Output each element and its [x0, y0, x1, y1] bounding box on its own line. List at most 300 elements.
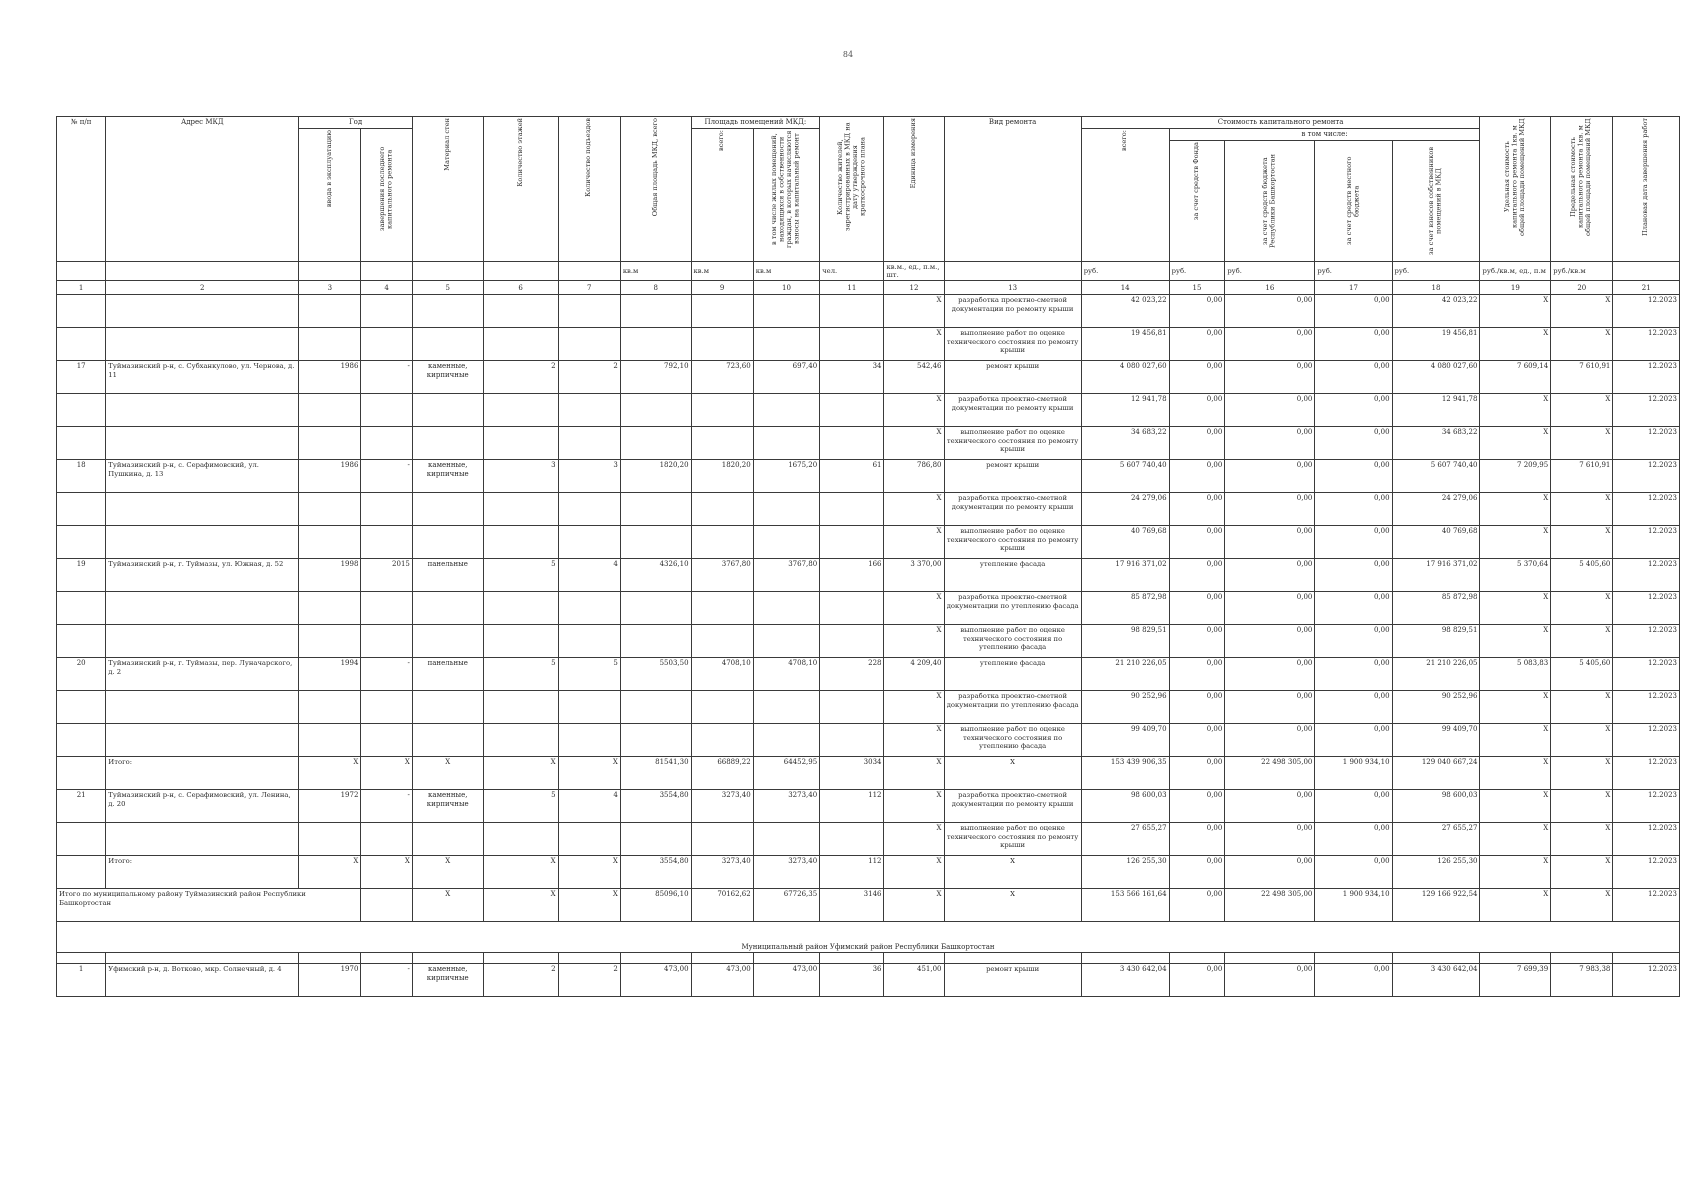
cell-work: разработка проектно-сметной документации по утеплению фасада — [944, 691, 1081, 724]
column-number-cell: 7 — [558, 281, 620, 295]
cell-en: 4 — [558, 559, 620, 592]
cell-pt — [691, 724, 753, 757]
cell-en: 2 — [558, 361, 620, 394]
cell-c14: 85 872,98 — [1081, 592, 1169, 625]
cell-pt — [691, 823, 753, 856]
cell-c14: 42 023,22 — [1081, 295, 1169, 328]
cell-work: X — [944, 889, 1081, 922]
cell-y1: 1986 — [299, 361, 361, 394]
cell-pr: 3273,40 — [753, 856, 819, 889]
cell-c20: X — [1551, 790, 1613, 823]
cell-c21: 12.2023 — [1613, 493, 1680, 526]
cell-y2 — [361, 823, 412, 856]
cell-fl: 5 — [483, 790, 558, 823]
cell-pr — [753, 427, 819, 460]
cell-c20: X — [1551, 592, 1613, 625]
cell-res — [820, 295, 884, 328]
cell-fl — [483, 625, 558, 658]
cell-c19: X — [1480, 328, 1551, 361]
column-number-cell: 8 — [620, 281, 691, 295]
cell-vol: 451,00 — [884, 964, 944, 997]
unit-cell: руб./кв.м — [1551, 261, 1613, 281]
cell-c20: X — [1551, 757, 1613, 790]
cell-res — [820, 823, 884, 856]
cell-en — [558, 526, 620, 559]
cell-y2 — [361, 295, 412, 328]
cell-res — [820, 394, 884, 427]
cell-c16: 0,00 — [1225, 724, 1315, 757]
unit-cell: кв.м — [691, 261, 753, 281]
cell-vol: X — [884, 427, 944, 460]
cell-work: выполнение работ по оценке технического состояния по утеплению фасада — [944, 625, 1081, 658]
cell-c20: 7 610,91 — [1551, 460, 1613, 493]
cell-c16: 0,00 — [1225, 361, 1315, 394]
header-residents: Количество жителей, зарегистрированных в МКД на дату утверждения краткосрочного плана — [820, 117, 884, 262]
cell-res — [820, 328, 884, 361]
cell-c16: 0,00 — [1225, 964, 1315, 997]
cell-c20: X — [1551, 493, 1613, 526]
cell-pt: 4708,10 — [691, 658, 753, 691]
cell-en: X — [558, 757, 620, 790]
cell-num — [57, 427, 106, 460]
cell-c14: 12 941,78 — [1081, 394, 1169, 427]
unit-cell: чел. — [820, 261, 884, 281]
cell-vol: X — [884, 295, 944, 328]
table-row — [57, 460, 1680, 493]
cell-c17: 0,00 — [1315, 427, 1392, 460]
cell-pt — [691, 295, 753, 328]
cell-c20: 7 983,38 — [1551, 964, 1613, 997]
cell-c16: 0,00 — [1225, 493, 1315, 526]
cell-num: 17 — [57, 361, 106, 394]
cell-c15: 0,00 — [1169, 658, 1225, 691]
cell-fl — [483, 328, 558, 361]
cell-addr: Туймазинский р-н, с. Субханкулово, ул. Чернова, д. 11 — [106, 361, 299, 394]
cell-c16: 0,00 — [1225, 856, 1315, 889]
cell-c18: 98 600,03 — [1392, 790, 1480, 823]
cell-c19: X — [1480, 295, 1551, 328]
cell-c15: 0,00 — [1169, 592, 1225, 625]
cell-y1 — [299, 691, 361, 724]
cell-work: выполнение работ по оценке технического состояния по утеплению фасада — [944, 724, 1081, 757]
cell-c14: 40 769,68 — [1081, 526, 1169, 559]
cell-y1 — [299, 394, 361, 427]
cell-y1 — [299, 526, 361, 559]
cell-c18: 90 252,96 — [1392, 691, 1480, 724]
cell-pr — [753, 625, 819, 658]
cell-num — [57, 526, 106, 559]
cell-ta — [620, 526, 691, 559]
cell-addr: Туймазинский р-н, г. Туймазы, пер. Луначарского, д. 2 — [106, 658, 299, 691]
cell-en — [558, 427, 620, 460]
cell-addr — [106, 493, 299, 526]
cell-c15: 0,00 — [1169, 361, 1225, 394]
cell-c16: 0,00 — [1225, 460, 1315, 493]
cell-c15: 0,00 — [1169, 964, 1225, 997]
header-entrances: Количество подъездов — [558, 117, 620, 262]
cell-fl — [483, 394, 558, 427]
cell-y2 — [361, 724, 412, 757]
cell-c14: 34 683,22 — [1081, 427, 1169, 460]
cell-pt: 3767,80 — [691, 559, 753, 592]
cell-c19: X — [1480, 757, 1551, 790]
cell-c17: 0,00 — [1315, 790, 1392, 823]
cell-num: 19 — [57, 559, 106, 592]
cell-c16: 0,00 — [1225, 625, 1315, 658]
cell-wall — [412, 328, 483, 361]
unit-cell: руб. — [1081, 261, 1169, 281]
cell-c19: 5 083,83 — [1480, 658, 1551, 691]
cell-num — [57, 328, 106, 361]
cell-num — [57, 625, 106, 658]
cell-vol: 786,80 — [884, 460, 944, 493]
cell-wall: каменные, кирпичные — [412, 964, 483, 997]
cell-c18: 19 456,81 — [1392, 328, 1480, 361]
cell-fl — [483, 724, 558, 757]
cell-wall: X — [412, 889, 483, 922]
cell-vol: 542,46 — [884, 361, 944, 394]
cell-c19: 5 370,64 — [1480, 559, 1551, 592]
cell-y1 — [299, 625, 361, 658]
cell-c21: 12.2023 — [1613, 427, 1680, 460]
cell-c18: 40 769,68 — [1392, 526, 1480, 559]
cell-num — [57, 724, 106, 757]
cell-res: 36 — [820, 964, 884, 997]
cell-pr — [753, 724, 819, 757]
cell-c18: 34 683,22 — [1392, 427, 1480, 460]
cell-y1: 1994 — [299, 658, 361, 691]
cell-en: 4 — [558, 790, 620, 823]
cell-work: разработка проектно-сметной документации по утеплению фасада — [944, 592, 1081, 625]
cell-wall: панельные — [412, 658, 483, 691]
header-address: Адрес МКД — [106, 117, 299, 262]
cell-num — [57, 757, 106, 790]
cell-c18: 42 023,22 — [1392, 295, 1480, 328]
cell-wall: X — [412, 856, 483, 889]
table-row — [57, 790, 1680, 823]
cell-pt — [691, 592, 753, 625]
cell-fl — [483, 592, 558, 625]
cell-c20: X — [1551, 823, 1613, 856]
cell-res: 3146 — [820, 889, 884, 922]
cell-fl: 2 — [483, 964, 558, 997]
cell-en — [558, 625, 620, 658]
cell-c19: X — [1480, 493, 1551, 526]
cell-y1: 1970 — [299, 964, 361, 997]
cell-wall — [412, 823, 483, 856]
cell-y2 — [361, 691, 412, 724]
table-row — [57, 658, 1680, 691]
cell-c15: 0,00 — [1169, 328, 1225, 361]
section-title-row — [57, 922, 1680, 953]
cell-fl: 5 — [483, 658, 558, 691]
cell-y2 — [361, 592, 412, 625]
cell-y2: 2015 — [361, 559, 412, 592]
cell-fl — [483, 823, 558, 856]
repair-plan-table — [56, 116, 1680, 997]
cell-addr: Туймазинский р-н, г. Туймазы, ул. Южная, д. 52 — [106, 559, 299, 592]
cell-c17: 0,00 — [1315, 592, 1392, 625]
cell-c17: 0,00 — [1315, 658, 1392, 691]
cell-y2 — [361, 328, 412, 361]
cell-pr — [753, 691, 819, 724]
cell-addr: Итого: — [106, 757, 299, 790]
column-number-cell: 14 — [1081, 281, 1169, 295]
cell-c18: 12 941,78 — [1392, 394, 1480, 427]
cell-c14: 98 829,51 — [1081, 625, 1169, 658]
cell-c17: 1 900 934,10 — [1315, 889, 1392, 922]
cell-c14: 27 655,27 — [1081, 823, 1169, 856]
cell-pr: 64452,95 — [753, 757, 819, 790]
cell-y2: - — [361, 658, 412, 691]
cell-c21: 12.2023 — [1613, 625, 1680, 658]
cell-c20: 7 610,91 — [1551, 361, 1613, 394]
cell-c21: 12.2023 — [1613, 889, 1680, 922]
cell-num — [57, 592, 106, 625]
column-number-cell: 19 — [1480, 281, 1551, 295]
column-number-cell: 18 — [1392, 281, 1480, 295]
municipal-total-label: Итого по муниципальному району Туймазинский район Республики Башкортостан — [57, 889, 361, 922]
table-row — [57, 691, 1680, 724]
cell-fl: X — [483, 757, 558, 790]
cell-y2: - — [361, 964, 412, 997]
cell-c16: 0,00 — [1225, 592, 1315, 625]
cell-fl — [483, 691, 558, 724]
section-title: Муниципальный район Уфимский район Республики Башкортостан — [57, 922, 1680, 953]
cell-pr: 4708,10 — [753, 658, 819, 691]
cell-pt — [691, 691, 753, 724]
cell-work: ремонт крыши — [944, 361, 1081, 394]
column-number-cell: 1 — [57, 281, 106, 295]
cell-pt: 3273,40 — [691, 790, 753, 823]
cell-c14: 126 255,30 — [1081, 856, 1169, 889]
cell-y1: X — [299, 757, 361, 790]
header-year-last-repair: завершения последнего капитального ремонта — [361, 128, 412, 261]
table-row — [57, 427, 1680, 460]
cell-c15: 0,00 — [1169, 526, 1225, 559]
cell-vol: X — [884, 757, 944, 790]
cell-c14: 17 916 371,02 — [1081, 559, 1169, 592]
cell-fl — [483, 526, 558, 559]
cell-wall: каменные, кирпичные — [412, 790, 483, 823]
cell-work: выполнение работ по оценке технического состояния по ремонту крыши — [944, 823, 1081, 856]
cell-addr — [106, 592, 299, 625]
table-row — [57, 592, 1680, 625]
cell-c15: 0,00 — [1169, 823, 1225, 856]
cell-c18: 85 872,98 — [1392, 592, 1480, 625]
cell-vol: 4 209,40 — [884, 658, 944, 691]
unit-cell: руб. — [1225, 261, 1315, 281]
cell-work: утепление фасада — [944, 559, 1081, 592]
header-cost-group: Стоимость капитального ремонта — [1081, 117, 1480, 129]
header-total-area: Общая площадь МКД, всего — [620, 117, 691, 262]
cell-c15: 0,00 — [1169, 559, 1225, 592]
header-floors: Количество этажей — [483, 117, 558, 262]
table-row — [57, 964, 1680, 997]
cell-c21: 12.2023 — [1613, 592, 1680, 625]
cell-res: 228 — [820, 658, 884, 691]
cell-c16: 0,00 — [1225, 328, 1315, 361]
cell-addr — [106, 526, 299, 559]
cell-c21: 12.2023 — [1613, 964, 1680, 997]
column-number-cell: 21 — [1613, 281, 1680, 295]
cell-c14: 99 409,70 — [1081, 724, 1169, 757]
cell-c17: 0,00 — [1315, 295, 1392, 328]
cell-c18: 17 916 371,02 — [1392, 559, 1480, 592]
cell-fl: 5 — [483, 559, 558, 592]
cell-num — [57, 691, 106, 724]
cell-c21: 12.2023 — [1613, 757, 1680, 790]
cell-en — [558, 493, 620, 526]
column-number-cell: 20 — [1551, 281, 1613, 295]
cell-pt — [691, 526, 753, 559]
cell-pr — [753, 493, 819, 526]
header-unit-cost: Удельная стоимость капитального ремонта 1кв. м общей площади помещений МКД — [1480, 117, 1551, 262]
cell-c17: 0,00 — [1315, 460, 1392, 493]
cell-fl — [483, 295, 558, 328]
cell-fl: X — [483, 856, 558, 889]
cell-c15: 0,00 — [1169, 295, 1225, 328]
cell-c19: X — [1480, 526, 1551, 559]
cell-c16: 0,00 — [1225, 295, 1315, 328]
cell-c20: X — [1551, 394, 1613, 427]
cell-en — [558, 691, 620, 724]
cell-vol: X — [884, 691, 944, 724]
cell-y1 — [299, 493, 361, 526]
cell-c20: X — [1551, 295, 1613, 328]
cell-work: утепление фасада — [944, 658, 1081, 691]
cell-ta — [620, 691, 691, 724]
cell-y2: - — [361, 790, 412, 823]
cell-pr: 697,40 — [753, 361, 819, 394]
cell-c17: 0,00 — [1315, 625, 1392, 658]
cell-c18: 99 409,70 — [1392, 724, 1480, 757]
cell-en — [558, 724, 620, 757]
cell-work: X — [944, 856, 1081, 889]
cell-ta — [620, 592, 691, 625]
cell-y1 — [299, 592, 361, 625]
header-cost-local: за счет средств местного бюджета — [1315, 140, 1392, 261]
cell-c20: X — [1551, 625, 1613, 658]
cell-c19: X — [1480, 856, 1551, 889]
cell-c15: 0,00 — [1169, 460, 1225, 493]
cell-addr — [106, 691, 299, 724]
table-header — [57, 117, 1680, 295]
cell-c17: 0,00 — [1315, 964, 1392, 997]
cell-vol: X — [884, 592, 944, 625]
header-max-cost: Предельная стоимость капитального ремонта 1кв. м общей площади помещений МКД — [1551, 117, 1613, 262]
cell-c17: 0,00 — [1315, 856, 1392, 889]
column-number-cell: 2 — [106, 281, 299, 295]
cell-en: X — [558, 856, 620, 889]
unit-cell: руб. — [1392, 261, 1480, 281]
cell-vol: X — [884, 394, 944, 427]
column-number-cell: 13 — [944, 281, 1081, 295]
cell-ta — [620, 394, 691, 427]
cell-wall — [412, 625, 483, 658]
cell-c15: 0,00 — [1169, 790, 1225, 823]
cell-c15: 0,00 — [1169, 427, 1225, 460]
cell-c21: 12.2023 — [1613, 724, 1680, 757]
table-row — [57, 394, 1680, 427]
cell-num: 18 — [57, 460, 106, 493]
cell-vol: X — [884, 856, 944, 889]
cell-c17: 0,00 — [1315, 394, 1392, 427]
cell-en — [558, 295, 620, 328]
cell-c17: 0,00 — [1315, 724, 1392, 757]
cell-res: 112 — [820, 790, 884, 823]
cell-addr — [106, 295, 299, 328]
cell-fl: X — [483, 889, 558, 922]
cell-addr — [106, 427, 299, 460]
cell-y2 — [361, 889, 412, 922]
cell-c21: 12.2023 — [1613, 658, 1680, 691]
cell-c14: 4 080 027,60 — [1081, 361, 1169, 394]
cell-y2 — [361, 526, 412, 559]
cell-c15: 0,00 — [1169, 394, 1225, 427]
cell-wall — [412, 295, 483, 328]
cell-en — [558, 394, 620, 427]
cell-wall: каменные, кирпичные — [412, 361, 483, 394]
cell-c16: 0,00 — [1225, 658, 1315, 691]
cell-wall: X — [412, 757, 483, 790]
table-row — [57, 823, 1680, 856]
cell-res — [820, 724, 884, 757]
cell-c17: 1 900 934,10 — [1315, 757, 1392, 790]
header-including: в том числе: — [1169, 128, 1480, 140]
cell-wall — [412, 691, 483, 724]
cell-c20: X — [1551, 856, 1613, 889]
cell-pr: 473,00 — [753, 964, 819, 997]
cell-c15: 0,00 — [1169, 625, 1225, 658]
cell-c16: 0,00 — [1225, 427, 1315, 460]
column-number-cell: 10 — [753, 281, 819, 295]
cell-work: разработка проектно-сметной документации по ремонту крыши — [944, 790, 1081, 823]
cell-y1: 1998 — [299, 559, 361, 592]
cell-c16: 0,00 — [1225, 790, 1315, 823]
header-cost-fund: за счет средств Фонда — [1169, 140, 1225, 261]
cell-addr: Туймазинский р-н, с. Серафимовский, ул. Ленина, д. 20 — [106, 790, 299, 823]
cell-pt — [691, 394, 753, 427]
cell-pr — [753, 295, 819, 328]
cell-addr — [106, 724, 299, 757]
cell-y2: - — [361, 460, 412, 493]
cell-c20: 5 405,60 — [1551, 658, 1613, 691]
cell-en — [558, 592, 620, 625]
cell-pt: 723,60 — [691, 361, 753, 394]
cell-c21: 12.2023 — [1613, 295, 1680, 328]
cell-wall — [412, 394, 483, 427]
cell-res — [820, 526, 884, 559]
cell-vol: X — [884, 790, 944, 823]
column-numbers-row — [57, 281, 1680, 295]
cell-c19: 7 699,39 — [1480, 964, 1551, 997]
cell-work: X — [944, 757, 1081, 790]
unit-cell: руб. — [1169, 261, 1225, 281]
column-number-cell: 17 — [1315, 281, 1392, 295]
cell-fl: 2 — [483, 361, 558, 394]
cell-pt — [691, 427, 753, 460]
column-number-cell: 16 — [1225, 281, 1315, 295]
cell-c19: X — [1480, 625, 1551, 658]
header-num: № п/п — [57, 117, 106, 262]
column-number-cell: 6 — [483, 281, 558, 295]
cell-wall — [412, 493, 483, 526]
cell-c17: 0,00 — [1315, 328, 1392, 361]
cell-pr: 67726,35 — [753, 889, 819, 922]
cell-addr — [106, 823, 299, 856]
cell-wall: каменные, кирпичные — [412, 460, 483, 493]
